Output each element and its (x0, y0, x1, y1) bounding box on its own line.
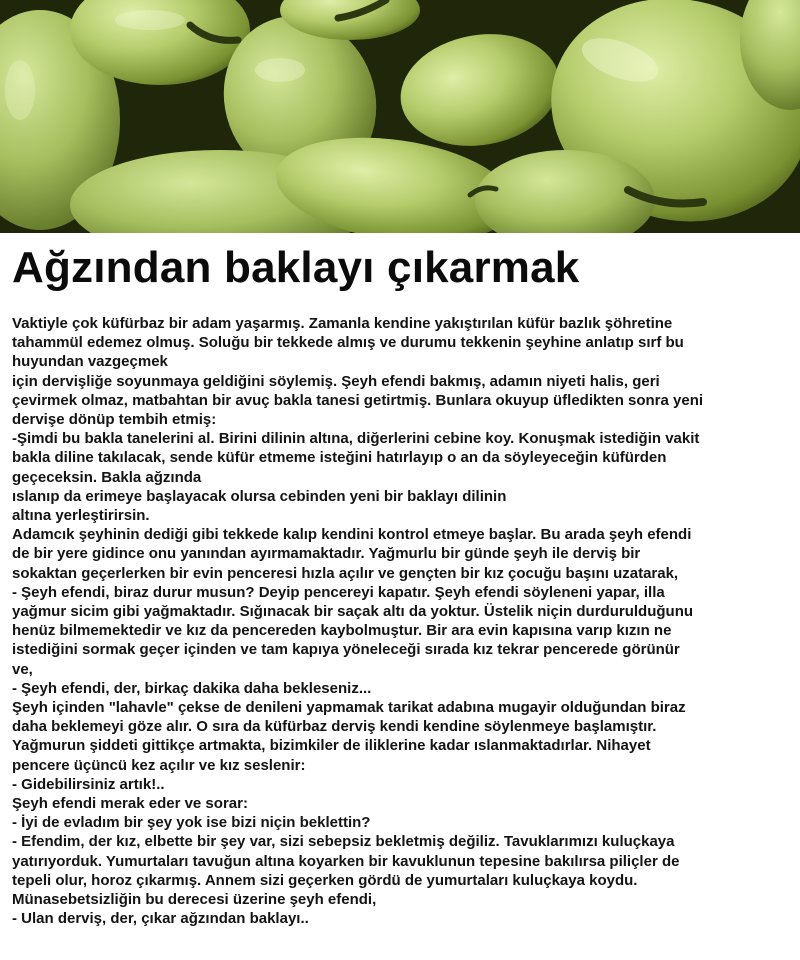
story-line: tepeli olur, horoz çıkarmış. Annem sizi geçerken gördü de yumurtaları kuluçkaya koydu. (12, 871, 638, 889)
story-line: Şeyh efendi merak eder ve sorar: (12, 795, 248, 813)
story-line: - Efendim, der kız, elbette bir şey var, sizi sebepsiz bekletmiş değiliz. Tavuklarımızı kuluçkaya (12, 833, 675, 851)
fava-beans-photo (0, 0, 800, 233)
fava-beans-illustration (0, 0, 800, 233)
story-line: tahammül edemez olmuş. Soluğu bir tekkede almış ve durumu tekkenin şeyhine anlatıp sırf bu (12, 334, 684, 352)
story-line: Yağmurun şiddeti gittikçe artmakta, bizimkiler de iliklerine kadar ıslanmaktadırlar. Nihayet (12, 737, 651, 755)
story-body (12, 314, 790, 929)
story-line: altına yerleştirirsin. (12, 507, 150, 525)
story-line: Şeyh içinden "lahavle" çekse de denileni yapmamak tarikat adabına mugayir olduğundan biraz (12, 699, 686, 717)
story-line: Vaktiyle çok küfürbaz bir adam yaşarmış. Zamanla kendine yakıştırılan küfür bazlık şöhretine (12, 315, 673, 332)
story-line: Münasebetsizliğin bu derecesi üzerine şeyh efendi, (12, 891, 377, 909)
story-line: dervişe dönüp tembih etmiş: (12, 411, 217, 429)
story-line: - İyi de evladım bir şey yok ise bizi niçin beklettin? (12, 814, 371, 832)
story-line: için dervişliğe soyunmaya geldiğini söylemiş. Şeyh efendi bakmış, adamın niyeti halis, geri (12, 372, 660, 390)
story-line: bakla diline takılacak, sende küfür etmeme isteğini hatırlayıp o an da söyleyeceğin küfürden (12, 449, 667, 467)
story-line: henüz bilmemektedir ve kız da pencereden kaybolmuştur. Bir ara evin kapısına varıp kızın ne (12, 622, 672, 640)
story-line: - Gidebilirsiniz artık!.. (12, 775, 165, 793)
story-line: çevirmek olmaz, matbahtan bir avuç bakla tanesi getirtmiş. Bunlara okuyup üfledikten sonra yeni (12, 391, 704, 409)
page-title: Ağzından baklayı çıkarmak (12, 243, 580, 292)
story-line: sokaktan geçerlerken bir evin penceresi hızla açılır ve gençten bir kız çocuğu başını uzatarak, (12, 564, 679, 582)
story-line: ıslanıp da erimeye başlayacak olursa cebinden yeni bir baklayı dilinin (12, 487, 507, 505)
story-line: Adamcık şeyhinin dediği gibi tekkede kalıp kendini kontrol etmeye başlar. Bu arada şeyh efendi (12, 526, 692, 544)
story-line: daha beklemeyi göze alır. O sıra da küfürbaz derviş kendi kendine söylenmeye başlamıştır. (12, 718, 657, 736)
story-line: - Şeyh efendi, der, birkaç dakika daha bekleseniz... (12, 679, 372, 697)
story-line: - Şeyh efendi, biraz durur musun? Deyip pencereyi kapatır. Şeyh efendi söyleneni yapar, illa (12, 583, 665, 601)
story-line: ve, (12, 660, 33, 678)
story-line: yatırıyorduk. Yumurtaları tavuğun altına koyarken bir kavuklunun tepesine bakılırsa piliçler de (12, 852, 680, 870)
story-line: istediğini sormak geçer içinden ve tam kapıya yöneleceği sırada kız tekrar pencerede görünür (12, 641, 680, 659)
story-line: de bir yere gidince onu yanından ayırmamaktadır. Yağmurlu bir günde şeyh ile derviş bir (12, 545, 641, 563)
story-line: huyundan vazgeçmek (12, 353, 168, 371)
story-line: pencere üçüncü kez açılır ve kız seslenir: (12, 756, 306, 774)
story-line: geçeceksin. Bakla ağzında (12, 468, 202, 486)
story-line: yağmur sicim gibi yağmaktadır. Sığınacak bir saçak altı da yoktur. Üstelik niçin durdurulduğunu (12, 603, 694, 621)
story-line: -Şimdi bu bakla tanelerini al. Birini dilinin altına, diğerlerini cebine koy. Konuşmak istediğin vakit (12, 430, 700, 448)
story-line: - Ulan derviş, der, çıkar ağzından baklayı.. (12, 910, 309, 928)
